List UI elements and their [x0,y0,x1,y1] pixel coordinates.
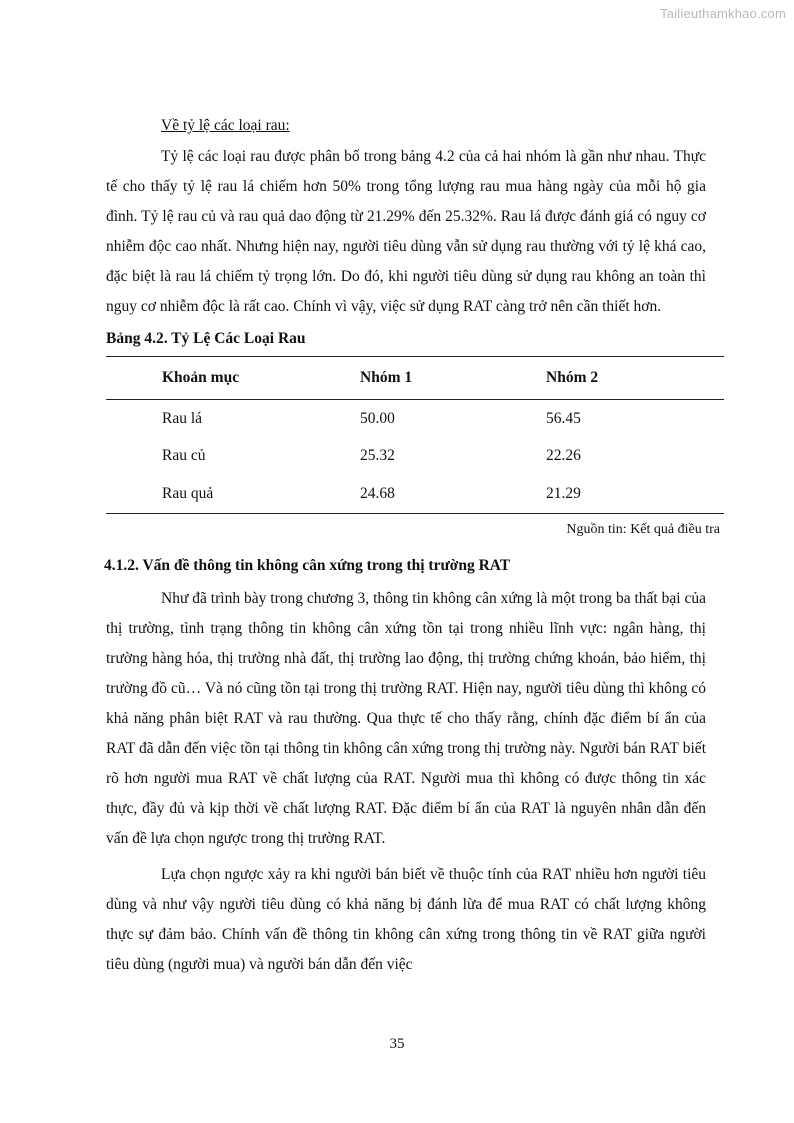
table-source: Nguồn tin: Kết quả điều tra [566,522,720,537]
row-value-group-1: 25.32 [360,446,395,464]
table-caption: Bảng 4.2. Tỷ Lệ Các Loại Rau [106,330,306,347]
table-row [106,400,724,438]
row-label: Rau lá [162,409,203,427]
row-label: Rau củ [162,446,206,464]
paragraph-3: Lựa chọn ngược xảy ra khi người bán biết về thuộc tính của RAT nhiều hơn người tiêu dùng và như vậy người tiêu dùng có khả năng bị đánh lừa để mua RAT có chất lượng không thực sự đảm bảo. Chính vấn đề thông tin không cân xứng trong thông tin về RAT giữa người tiêu dùng (người mua) và người bán dẫn đến việc [106,866,706,973]
row-value-group-2: 22.26 [546,446,581,464]
header-item: Khoản mục [106,357,359,400]
row-label: Rau quả [106,474,359,514]
row-value-group-2: 21.29 [545,474,724,514]
section-title: 4.1.2. Vấn đề thông tin không cân xứng trong thị trường RAT [104,557,511,574]
section-heading: Về tỷ lệ các loại rau: [161,117,290,134]
row-value-group-2: 56.45 [546,409,581,427]
watermark: Tailieuthamkhao.com [660,6,786,21]
header-group-2: Nhóm 2 [545,357,724,400]
page-number: 35 [389,1036,405,1052]
paragraph-2: Như đã trình bày trong chương 3, thông tin không cân xứng là một trong ba thất bại của thị trường, tình trạng thông tin không cân xứng tồn tại trong nhiều lĩnh vực: ngân hàng, thị trường hàng hóa, thị trường nhà đất, thị trường lao động, thị trường chứng khoán, bảo hiểm, thị trường đồ cũ… Và nó cũng tồn tại trong thị trường RAT. Hiện nay, người tiêu dùng thì không có khả năng phân biệt RAT và rau thường. Qua thực tế cho thấy rằng, chính đặc điểm bí ẩn của RAT đã dẫn đến việc tồn tại thông tin không cân xứng trong thị trường này. Người bán RAT biết rõ hơn người mua RAT về chất lượng của RAT. Người mua thì không có được thông tin xác thực, đầy đủ và kịp thời về chất lượng RAT. Đặc điểm bí ẩn của RAT là nguyên nhân dẫn đến vấn đề lựa chọn ngược trong thị trường RAT. [106,590,706,847]
table-row [106,474,724,514]
table-row [106,437,724,474]
vegetable-ratio-table [106,356,724,514]
paragraph-1: Tỷ lệ các loại rau được phân bố trong bảng 4.2 của cả hai nhóm là gần như nhau. Thực tế cho thấy tỷ lệ rau lá chiếm hơn 50% trong tổng lượng rau mua hàng ngày của mỗi hộ gia đình. Tỷ lệ rau củ và rau quả dao động từ 21.29% đến 25.32%. Rau lá được đánh giá có nguy cơ nhiễm độc cao nhất. Nhưng hiện nay, người tiêu dùng vẫn sử dụng rau thường với tỷ lệ khá cao, đặc biệt là rau lá chiếm tỷ trọng lớn. Do đó, khi người tiêu dùng sử dụng rau không an toàn thì nguy cơ nhiễm độc là rất cao. Chính vì vậy, việc sử dụng RAT càng trở nên cần thiết hơn. [106,148,706,315]
row-value-group-1: 50.00 [360,409,395,427]
row-value-group-1: 24.68 [359,474,545,514]
page-content [104,112,720,980]
table-header-row [106,357,724,400]
header-group-1: Nhóm 1 [359,357,545,400]
